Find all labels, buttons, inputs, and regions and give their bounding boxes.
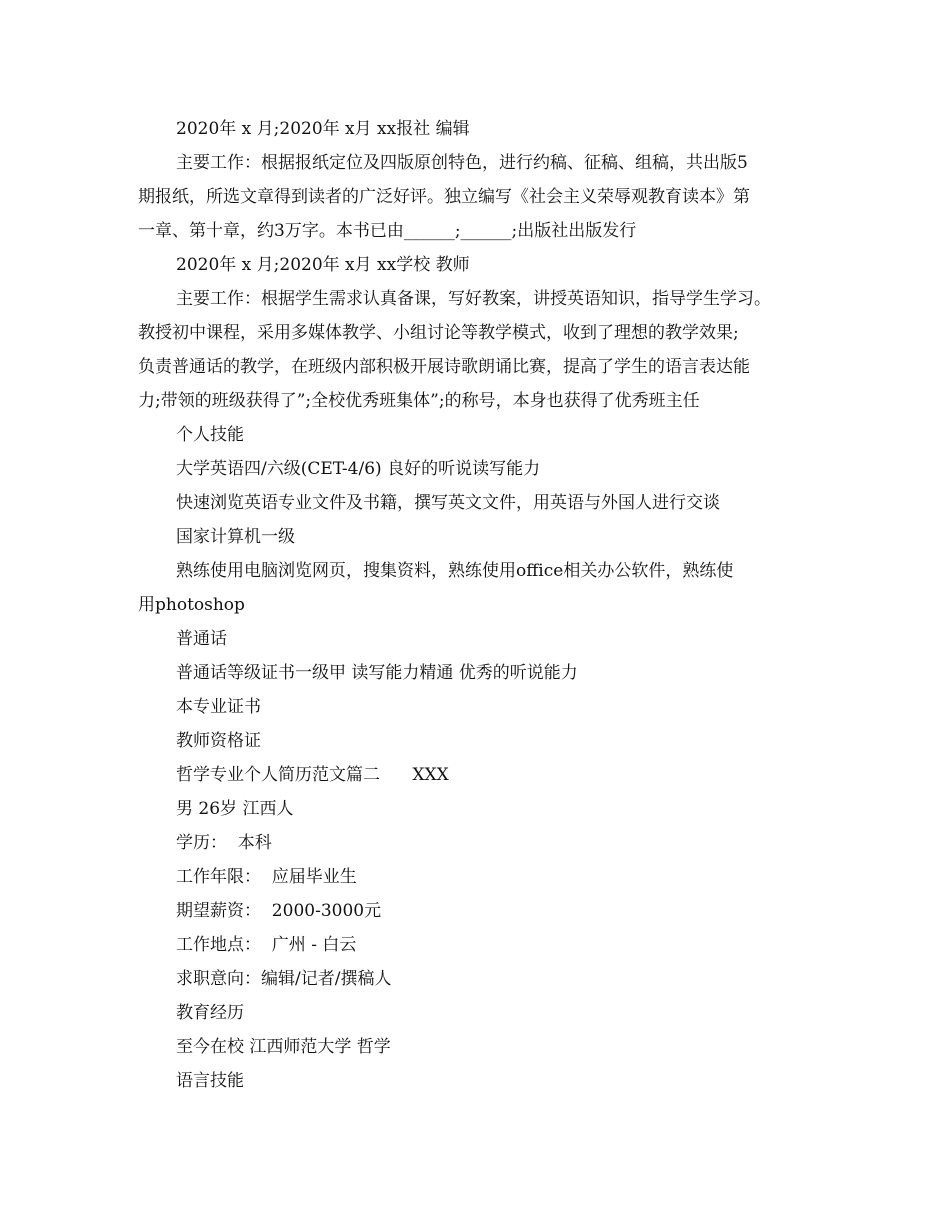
text-line: 用photoshop <box>138 595 245 615</box>
text-line: 个人技能 <box>176 425 244 445</box>
text-line: 求职意向：编辑/记者/撰稿人 <box>176 969 392 989</box>
text-line: 本专业证书 <box>176 697 261 717</box>
document-body <box>138 112 818 1098</box>
paragraph-work-years <box>138 860 818 894</box>
text-line: 力;带领的班级获得了”;全校优秀班集体”;的称号，本身也获得了优秀班主任 <box>138 391 700 411</box>
paragraph-resume2-title <box>138 758 818 792</box>
paragraph-skills-heading <box>138 418 818 452</box>
text-line: 教育经历 <box>176 1003 244 1023</box>
paragraph-teacher-cert <box>138 724 818 758</box>
paragraph-computer-detail <box>138 554 818 622</box>
text-line: 教师资格证 <box>176 731 261 751</box>
text-line: 工作地点： 广州 - 白云 <box>176 935 357 955</box>
paragraph-education-heading <box>138 996 818 1030</box>
paragraph-basic-info <box>138 792 818 826</box>
text-line: 至今在校 江西师范大学 哲学 <box>176 1037 391 1057</box>
text-line: 普通话 <box>176 629 227 649</box>
text-line: 主要工作：根据学生需求认真备课，写好教案，讲授英语知识，指导学生学习。 <box>176 289 771 309</box>
paragraph-job-intention <box>138 962 818 996</box>
paragraph-work2-duties <box>138 282 818 418</box>
paragraph-education-detail <box>138 1030 818 1064</box>
text-line: 教授初中课程，采用多媒体教学、小组讨论等教学模式，收到了理想的教学效果; <box>138 323 739 343</box>
text-line: 期望薪资： 2000-3000元 <box>176 901 382 921</box>
text-line: 熟练使用电脑浏览网页，搜集资料，熟练使用office相关办公软件，熟练使 <box>176 561 734 581</box>
paragraph-work2-period <box>138 248 818 282</box>
paragraph-certificates-heading <box>138 690 818 724</box>
text-line: 大学英语四/六级(CET-4/6) 良好的听说读写能力 <box>176 459 541 479</box>
text-line: 工作年限： 应届毕业生 <box>176 867 357 887</box>
paragraph-english-level <box>138 452 818 486</box>
text-line: 学历： 本科 <box>176 833 272 853</box>
paragraph-computer-level <box>138 520 818 554</box>
paragraph-work-location <box>138 928 818 962</box>
paragraph-language-heading <box>138 1064 818 1098</box>
paragraph-mandarin-detail <box>138 656 818 690</box>
text-line: 一章、第十章，约3万字。本书已由______;______;出版社出版发行 <box>138 221 637 241</box>
paragraph-expected-salary <box>138 894 818 928</box>
text-line: 2020年 x 月;2020年 x月 xx报社 编辑 <box>176 119 470 139</box>
text-line: 快速浏览英语专业文件及书籍，撰写英文文件，用英语与外国人进行交谈 <box>176 493 720 513</box>
paragraph-english-detail <box>138 486 818 520</box>
text-line: 哲学专业个人简历范文篇二 XXX <box>176 765 449 785</box>
paragraph-education-level <box>138 826 818 860</box>
text-line: 语言技能 <box>176 1071 244 1091</box>
paragraph-mandarin-heading <box>138 622 818 656</box>
text-line: 2020年 x 月;2020年 x月 xx学校 教师 <box>176 255 470 275</box>
text-line: 期报纸，所选文章得到读者的广泛好评。独立编写《社会主义荣辱观教育读本》第 <box>138 187 750 207</box>
paragraph-work1-duties <box>138 146 818 248</box>
text-line: 男 26岁 江西人 <box>176 799 294 819</box>
text-line: 主要工作：根据报纸定位及四版原创特色，进行约稿、征稿、组稿，共出版5 <box>176 153 748 173</box>
text-line: 国家计算机一级 <box>176 527 295 547</box>
paragraph-work1-period <box>138 112 818 146</box>
text-line: 负责普通话的教学，在班级内部积极开展诗歌朗诵比赛，提高了学生的语言表达能 <box>138 357 750 377</box>
text-line: 普通话等级证书一级甲 读写能力精通 优秀的听说能力 <box>176 663 578 683</box>
